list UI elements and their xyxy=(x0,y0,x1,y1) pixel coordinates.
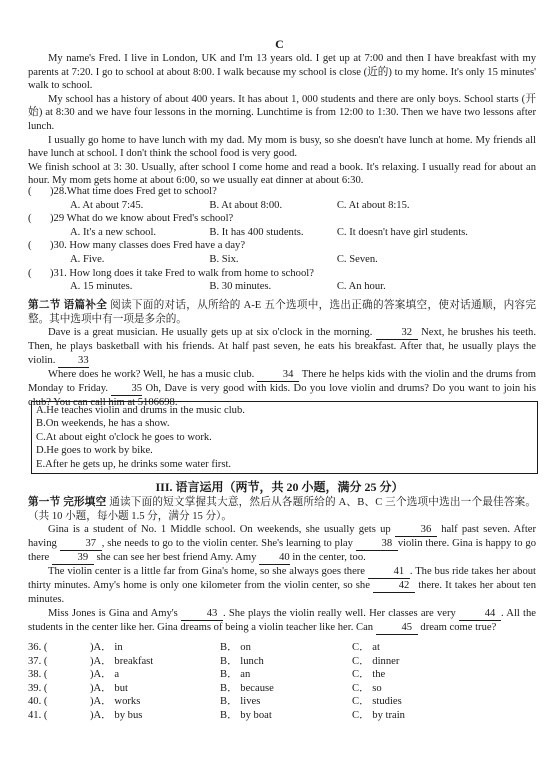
option-item: C.At about eight o'clock he goes to work. xyxy=(36,431,212,443)
question-number[interactable]: 40. ( xyxy=(28,696,48,708)
blank-45[interactable]: 45 xyxy=(376,622,418,635)
option-a: )A． but xyxy=(90,682,128,694)
text: . She plays the violin really well. Her classes are very xyxy=(223,607,456,619)
blank-39[interactable]: 39 xyxy=(52,552,94,565)
option-c: C． by train xyxy=(352,709,405,721)
question-31 xyxy=(28,267,536,294)
option-c: C． studies xyxy=(352,696,402,708)
option-b: B． an xyxy=(220,669,251,681)
cloze-paragraph xyxy=(28,523,536,565)
option-a: )A． by bus xyxy=(90,709,143,721)
blank-38[interactable]: 38 xyxy=(356,538,398,551)
option-c: C． dinner xyxy=(352,655,400,667)
text: Oh, Dave is very good with kids. Do you love violin and drums? Do you want to join his club? You can call him at 5106698. xyxy=(28,382,536,408)
text: There he helps kids with the violin and the drums from Monday to Friday. xyxy=(28,368,536,394)
answer-paren[interactable]: ( xyxy=(28,186,32,197)
option-item: E.After he gets up, he drinks some water first. xyxy=(36,458,232,470)
option-b: B. Six. xyxy=(209,253,239,265)
answer-paren[interactable]: ( xyxy=(28,213,32,225)
option-a: A. At about 7:45. xyxy=(70,199,144,211)
section-instruction xyxy=(28,299,536,326)
passage-paragraph: My name's Fred. I live in London, UK and I'm 13 years old. I get up at 7:00 and then I have breakfast with my parents at 7:20. I go to school at about 8:00. I walk because my school is close (近的) to my home. It's only 15 minutes' walk to school. xyxy=(28,53,536,92)
option-c: C． at xyxy=(352,642,380,653)
option-a: A. It's a new school. xyxy=(70,226,157,238)
blank-40[interactable]: 40 xyxy=(259,552,290,565)
answer-row-36 xyxy=(28,641,536,655)
option-a: A. 15 minutes. xyxy=(70,281,133,293)
option-b: B. 30 minutes. xyxy=(209,281,272,293)
answer-row-39 xyxy=(28,682,536,696)
section-title: 第二节 语篇补全 xyxy=(28,300,108,311)
question-stem: )28.What time does Fred get to school? xyxy=(50,186,217,197)
question-number[interactable]: 37. ( xyxy=(28,655,48,667)
answer-row-41 xyxy=(28,709,536,723)
option-item: B.On weekends, he has a show. xyxy=(36,418,170,430)
text: Dave is a great musician. He usually gets up at six o'clock in the morning. xyxy=(48,327,373,339)
blank-33[interactable]: 33 xyxy=(58,355,89,368)
instruction-text: 阅读下面的对话，从所给的 A-E 五个选项中，选出正确的答案填空，使对话通顺，内容完整。其中选项中有一项是多余的。 xyxy=(28,300,536,325)
answer-row-38 xyxy=(28,668,536,682)
cloze-paragraph xyxy=(28,607,536,635)
question-stem: )29 What do we know about Fred's school? xyxy=(50,213,234,225)
text: half past seven. After having xyxy=(28,524,537,550)
text: , she needs to go to the violin center. She's learning to play xyxy=(101,538,353,550)
options-box xyxy=(31,401,538,474)
text: there. It takes her about ten minutes. xyxy=(28,580,536,606)
text: Next, he brushes his teeth. Then, he plays basketball with his friends. At half past seven, he eats his breakfast. After that, he usually plays the violin. xyxy=(28,327,536,366)
dialog-paragraph xyxy=(28,326,536,368)
question-stem: )31. How long does it take Fred to walk from home to school? xyxy=(50,267,314,279)
cloze-paragraph xyxy=(28,565,536,607)
text: The violin center is a little far from Gina's home, so she always goes there xyxy=(48,566,366,578)
question-28 xyxy=(28,185,536,212)
option-b: B． lives xyxy=(220,696,261,708)
question-29 xyxy=(28,212,536,239)
question-number[interactable]: 39. ( xyxy=(28,682,48,694)
option-b: B. At about 8:00. xyxy=(209,199,283,211)
option-item: D.He goes to work by bike. xyxy=(36,445,153,457)
option-b: B. It has 400 students. xyxy=(209,226,304,238)
option-a: )A． in xyxy=(90,642,123,653)
option-c: C． so xyxy=(352,682,382,694)
blank-42[interactable]: 42 xyxy=(373,580,415,593)
answer-row-37 xyxy=(28,655,536,669)
answer-paren[interactable]: ( xyxy=(28,240,32,252)
question-number[interactable]: 38. ( xyxy=(28,669,48,681)
option-b: B． lunch xyxy=(220,655,264,667)
text: dream come true? xyxy=(420,621,497,633)
section-c-heading: C xyxy=(275,37,284,51)
option-a: )A． works xyxy=(90,696,141,708)
option-b: B． on xyxy=(220,642,251,653)
blank-41[interactable]: 41 xyxy=(368,566,410,579)
text: she can see her best friend Amy. Amy xyxy=(96,552,257,564)
option-c: C. An hour. xyxy=(336,281,386,293)
question-number[interactable]: 41. ( xyxy=(28,709,48,721)
option-c: C. At about 8:15. xyxy=(336,199,410,211)
question-list-c xyxy=(28,185,536,294)
instruction-text: 通读下面的短文掌握其大意，然后从各题所给的 A、B、C 三个选项中选出一个最佳答案。（共 10 小题，每小题 1.5 分，满分 15 分）。 xyxy=(28,497,536,522)
dialog-completion-section xyxy=(28,299,536,409)
question-30 xyxy=(28,239,536,266)
text: Gina is a student of No. 1 Middle school. On weekends, she usually gets up xyxy=(48,524,391,536)
text: . The bus ride takes her about thirty minutes. Amy's home is only one kilometer from the violin center, so she xyxy=(28,566,536,592)
cloze-section xyxy=(28,496,536,635)
text: . All the students in the center like her. Gina dreams of being a violin teacher like her. Can xyxy=(28,607,536,633)
section-instruction xyxy=(28,496,536,523)
answer-row-40 xyxy=(28,695,536,709)
text: Where does he work? Well, he has a music club. xyxy=(48,368,255,380)
blank-43[interactable]: 43 xyxy=(181,608,223,621)
option-a: )A． breakfast xyxy=(90,655,154,667)
part-iii-heading: III. 语言运用（两节，共 20 小题，满分 25 分） xyxy=(155,480,404,494)
question-stem: )30. How many classes does Fred have a day? xyxy=(50,240,246,252)
option-a: )A． a xyxy=(90,669,120,681)
option-c: C. Seven. xyxy=(336,253,378,265)
passage-paragraph: My school has a history of about 400 years. It has about 1, 000 students and there are only boys. School starts (开始) at 8:30 and we have four lessons in the morning. Lunchtime is from 12:00 to 1:30. Then we have two lessons after lunch. xyxy=(28,93,536,132)
passage-paragraph: We finish school at 3: 30. Usually, after school I come home and read a book. It's relaxing. I usually read for about an hour. My mom gets home at about 6:00, so we usually eat dinner at about 6:30. xyxy=(28,161,536,187)
blank-32[interactable]: 32 xyxy=(376,327,418,340)
reading-passage-c xyxy=(28,52,536,188)
option-b: B． because xyxy=(220,682,274,694)
blank-44[interactable]: 44 xyxy=(459,608,501,621)
option-b: B． by boat xyxy=(220,709,272,721)
blank-35[interactable]: 35 xyxy=(111,383,142,396)
answer-paren[interactable]: ( xyxy=(28,267,32,279)
text: Miss Jones is Gina and Amy's xyxy=(48,607,178,619)
section-title: 第一节 完形填空 xyxy=(28,497,107,508)
cloze-answer-grid xyxy=(28,641,536,723)
question-number[interactable]: 36. ( xyxy=(28,642,48,653)
text: in the center, too. xyxy=(292,552,366,564)
option-item: A.He teaches violin and drums in the music club. xyxy=(36,405,245,416)
option-c: C． the xyxy=(352,669,386,681)
blank-34[interactable]: 34 xyxy=(257,369,299,382)
text: violin there. Gina is happy to go there xyxy=(28,538,536,564)
option-a: A. Five. xyxy=(70,253,105,265)
blank-36[interactable]: 36 xyxy=(395,524,437,537)
blank-37[interactable]: 37 xyxy=(60,538,102,551)
passage-paragraph: I usually go home to have lunch with my dad. My mom is busy, so she doesn't have lunch at home. My friends all have lunch at school. I don't think the school food is very good. xyxy=(28,134,536,160)
option-c: C. It doesn't have girl students. xyxy=(336,226,468,238)
